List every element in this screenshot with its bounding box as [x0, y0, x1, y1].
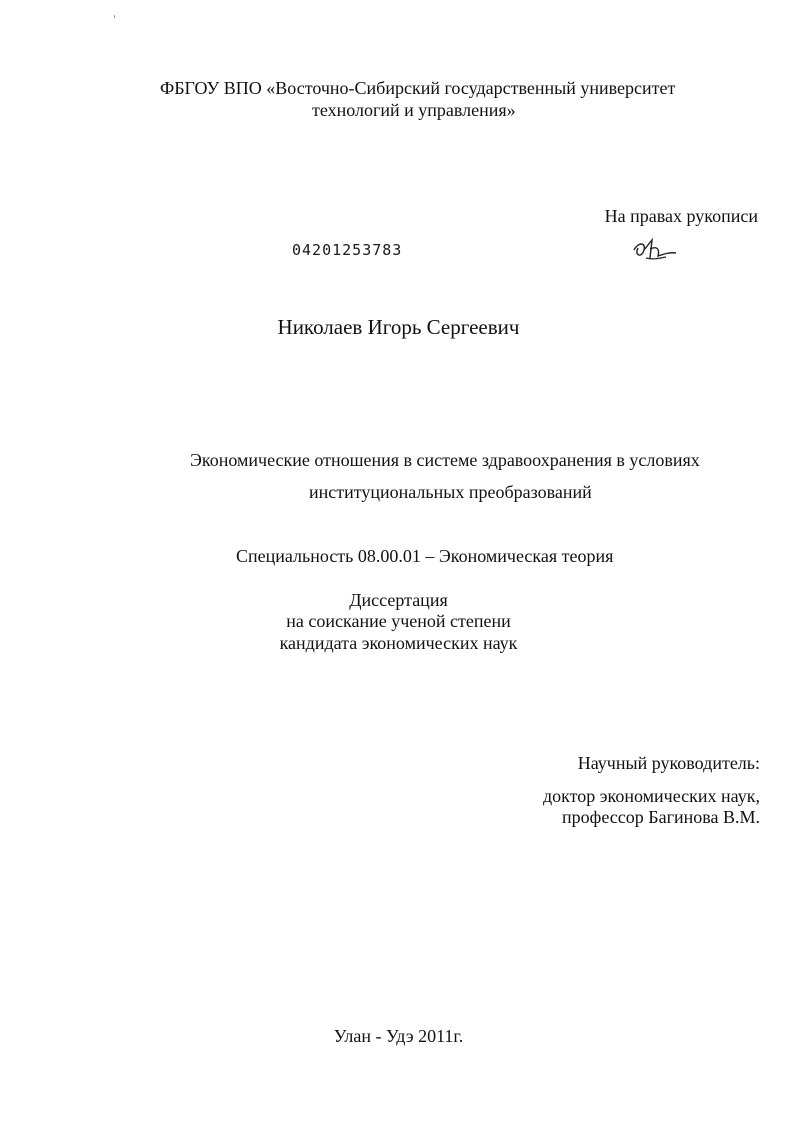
manuscript-note: На правах рукописи — [604, 206, 758, 226]
title-line-1: Экономические отношения в системе здравоохранения в условиях — [190, 450, 700, 470]
document-code: 04201253783 — [292, 241, 403, 259]
degree-name: кандидата экономических наук — [279, 633, 518, 653]
institution-line-2: технологий и управления» — [312, 100, 516, 120]
dissertation-label: Диссертация — [349, 590, 448, 610]
scan-artifact — [114, 15, 115, 18]
degree-purpose: на соискание ученой степени — [286, 611, 511, 631]
supervisor-name: профессор Багинова В.М. — [562, 807, 760, 827]
institution-line-1: ФБГОУ ВПО «Восточно-Сибирский государственный университет — [160, 78, 676, 98]
supervisor-label: Научный руководитель: — [577, 753, 760, 773]
signature-icon — [630, 236, 680, 266]
supervisor-degree: доктор экономических наук, — [543, 786, 760, 806]
specialty: Специальность 08.00.01 – Экономическая теория — [236, 546, 614, 566]
title-line-2: институциональных преобразований — [309, 482, 592, 502]
city-year: Улан - Удэ 2011г. — [333, 1026, 464, 1046]
author-name: Николаев Игорь Сергеевич — [277, 315, 520, 339]
